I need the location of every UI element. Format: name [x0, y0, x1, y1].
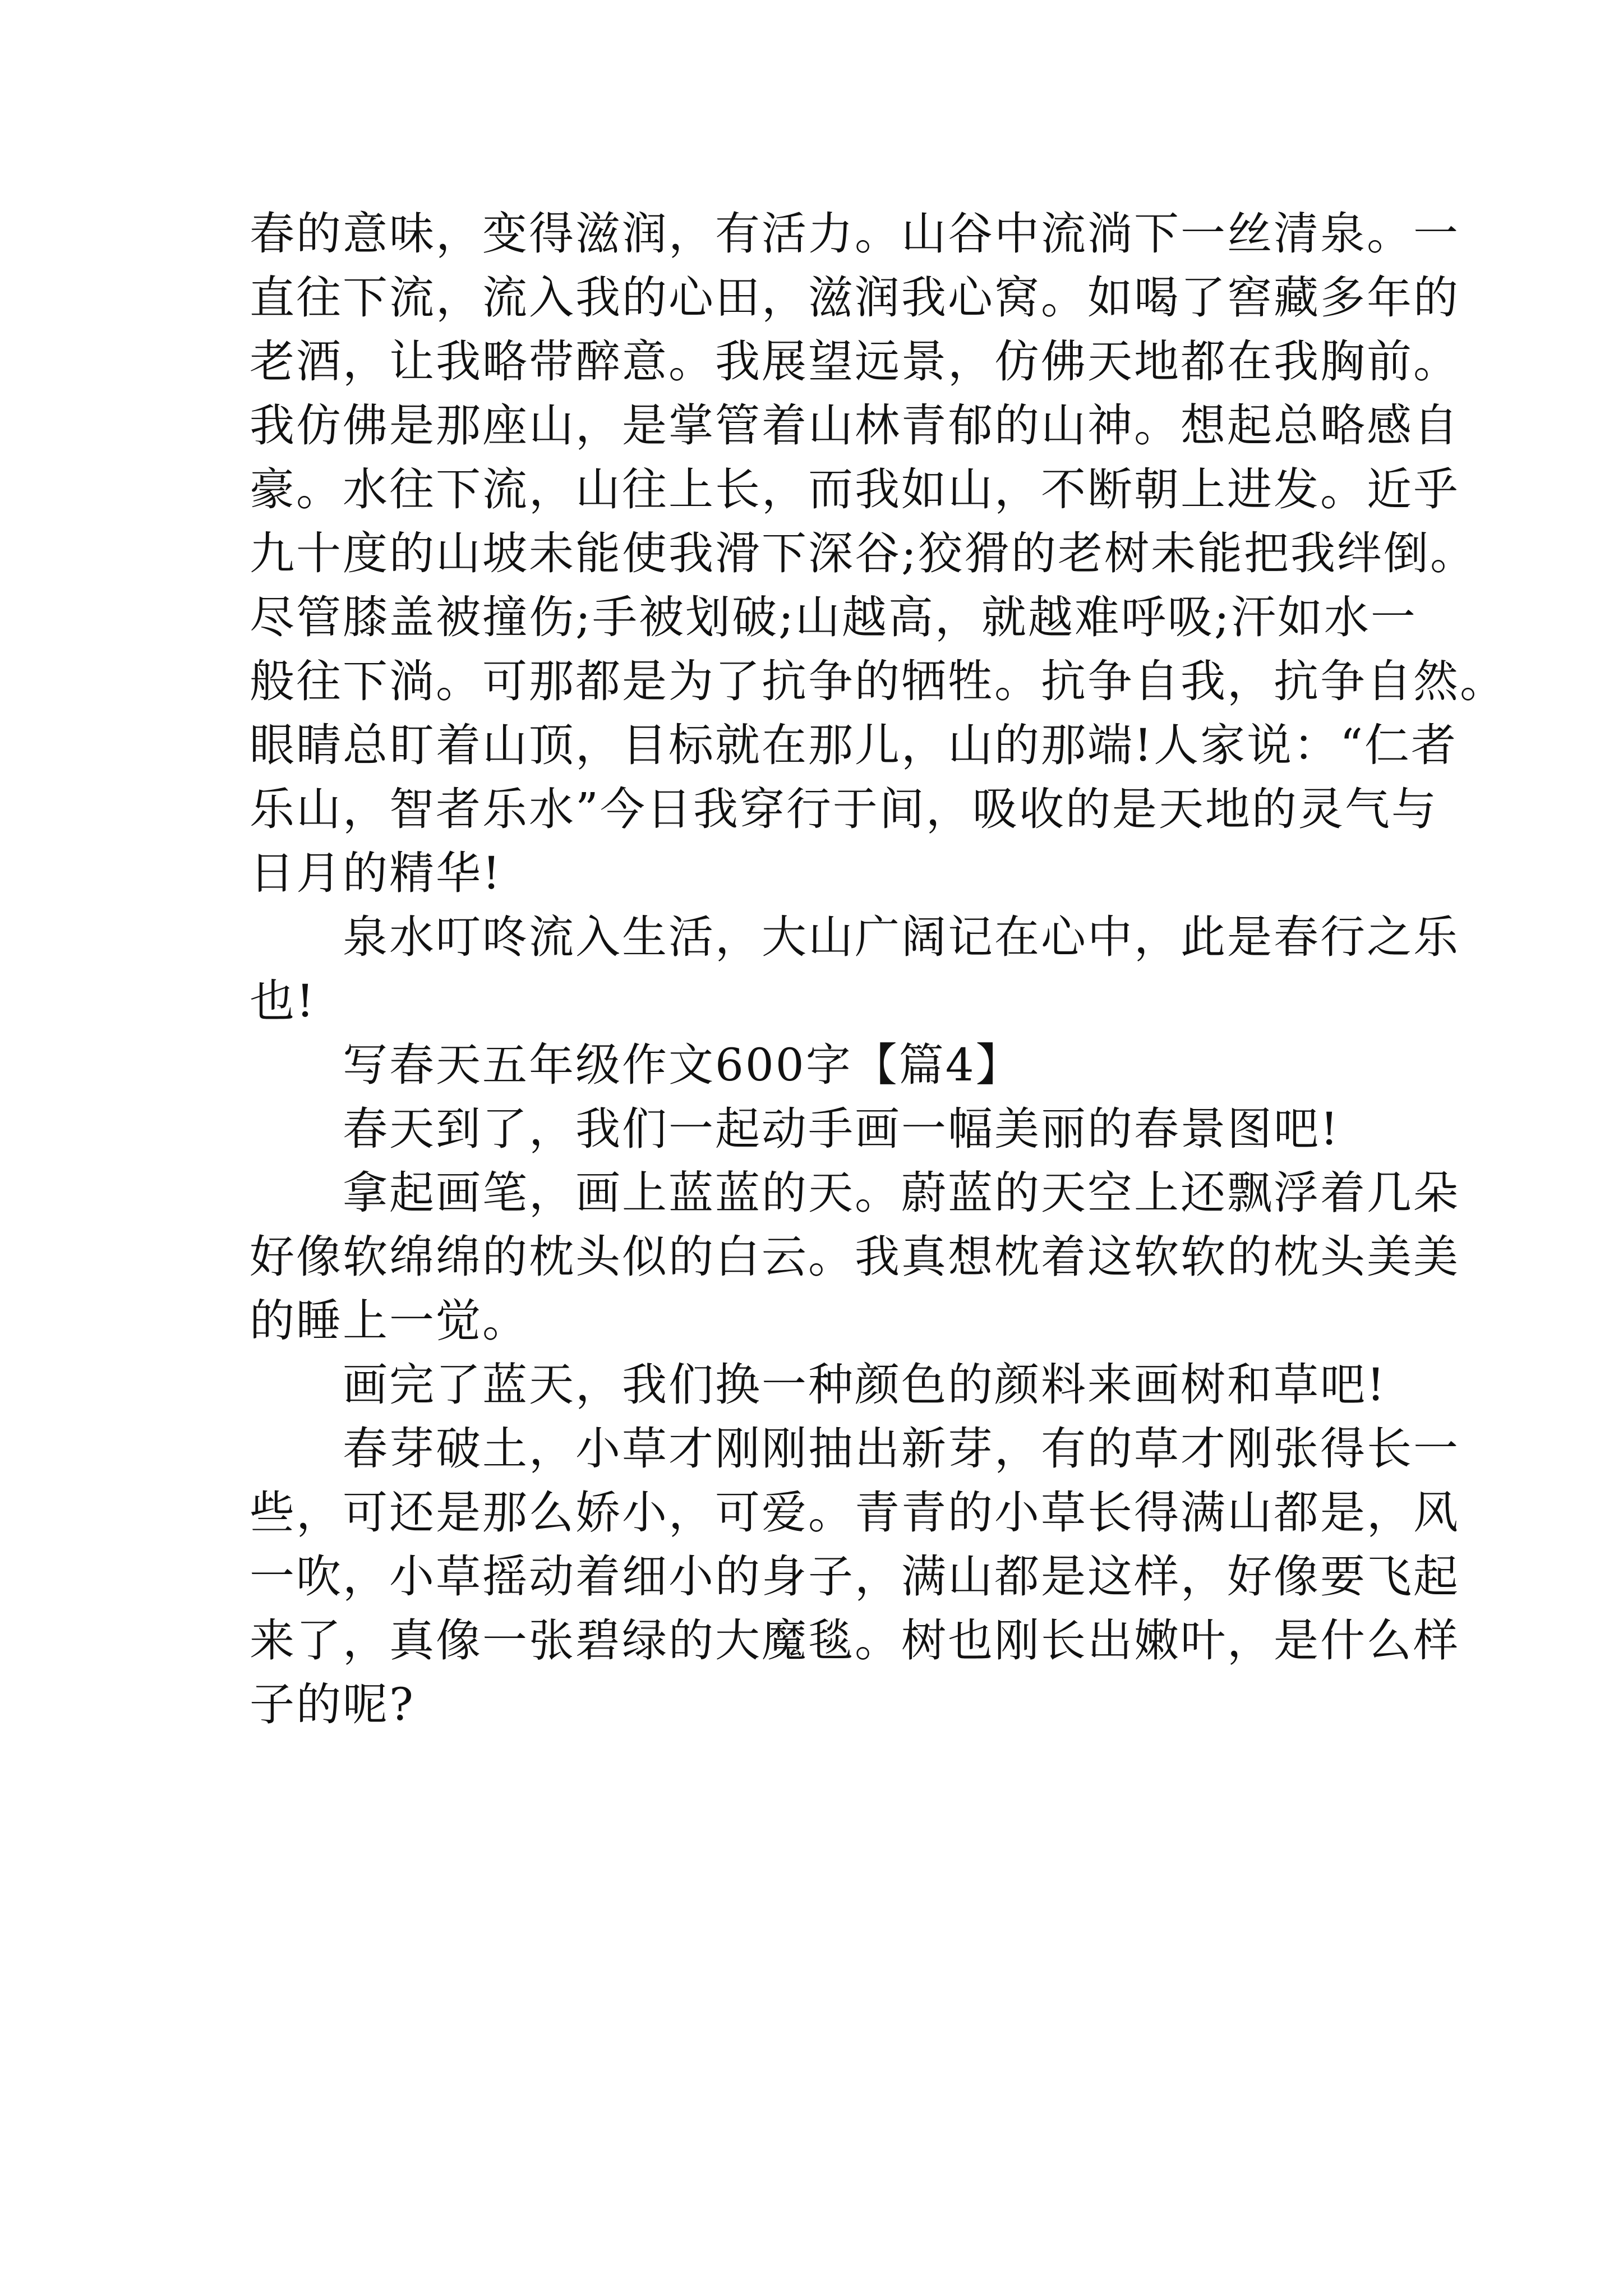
text-line: 眼睛总盯着山顶，目标就在那儿，山的那端!人家说：“仁者: [250, 719, 1458, 771]
text-line: 春的意味，变得滋润，有活力。山谷中流淌下一丝清泉。一: [250, 208, 1460, 260]
text-line: 般往下淌。可那都是为了抗争的牺牲。抗争自我，抗争自然。: [250, 655, 1506, 707]
text-line: 也!: [250, 975, 316, 1027]
text-line: 来了，真像一张碧绿的大魔毯。树也刚长出嫩叶，是什么样: [250, 1614, 1460, 1667]
paragraph-line: 春天到了，我们一起动手画一幅美丽的春景图吧!: [250, 1103, 1340, 1155]
text-line: 尽管膝盖被撞伤;手被划破;山越高，就越难呼吸;汗如水一: [250, 591, 1417, 643]
text-line: 一吹，小草摇动着细小的身子，满山都是这样，好像要飞起: [250, 1550, 1460, 1603]
paragraph-line: 春芽破土，小草才刚刚抽出新芽，有的草才刚张得长一: [250, 1423, 1460, 1475]
text-line: 好像软绵绵的枕头似的白云。我真想枕着这软软的枕头美美: [250, 1231, 1460, 1283]
text-line: 些，可还是那么娇小，可爱。青青的小草长得满山都是，风: [250, 1487, 1460, 1539]
text-line: 直往下流，流入我的心田，滋润我心窝。如喝了窖藏多年的: [250, 272, 1460, 324]
section-heading: 写春天五年级作文600字【篇4】: [250, 1039, 1022, 1091]
text-line: 老酒，让我略带醉意。我展望远景，仿佛天地都在我胸前。: [250, 335, 1460, 388]
paragraph-line: 泉水叮咚流入生活，大山广阔记在心中，此是春行之乐: [250, 911, 1460, 963]
document-body: [250, 202, 1506, 1737]
paragraph-line: 画完了蓝天，我们换一种颜色的颜料来画树和草吧!: [250, 1359, 1387, 1411]
text-line: 九十度的山坡未能使我滑下深谷;狡猾的老树未能把我绊倒。: [250, 527, 1477, 579]
text-line: 日月的精华!: [250, 847, 502, 899]
text-line: 我仿佛是那座山，是掌管着山林青郁的山神。想起总略感自: [250, 399, 1460, 452]
text-line: 乐山，智者乐水”今日我穿行于间，吸收的是天地的灵气与: [250, 783, 1438, 835]
paragraph-line: 拿起画笔，画上蓝蓝的天。蔚蓝的天空上还飘浮着几朵: [250, 1167, 1460, 1219]
text-line: 的睡上一觉。: [250, 1295, 529, 1347]
text-line: 子的呢?: [250, 1678, 415, 1731]
text-line: 豪。水往下流，山往上长，而我如山，不断朝上进发。近乎: [250, 463, 1460, 516]
